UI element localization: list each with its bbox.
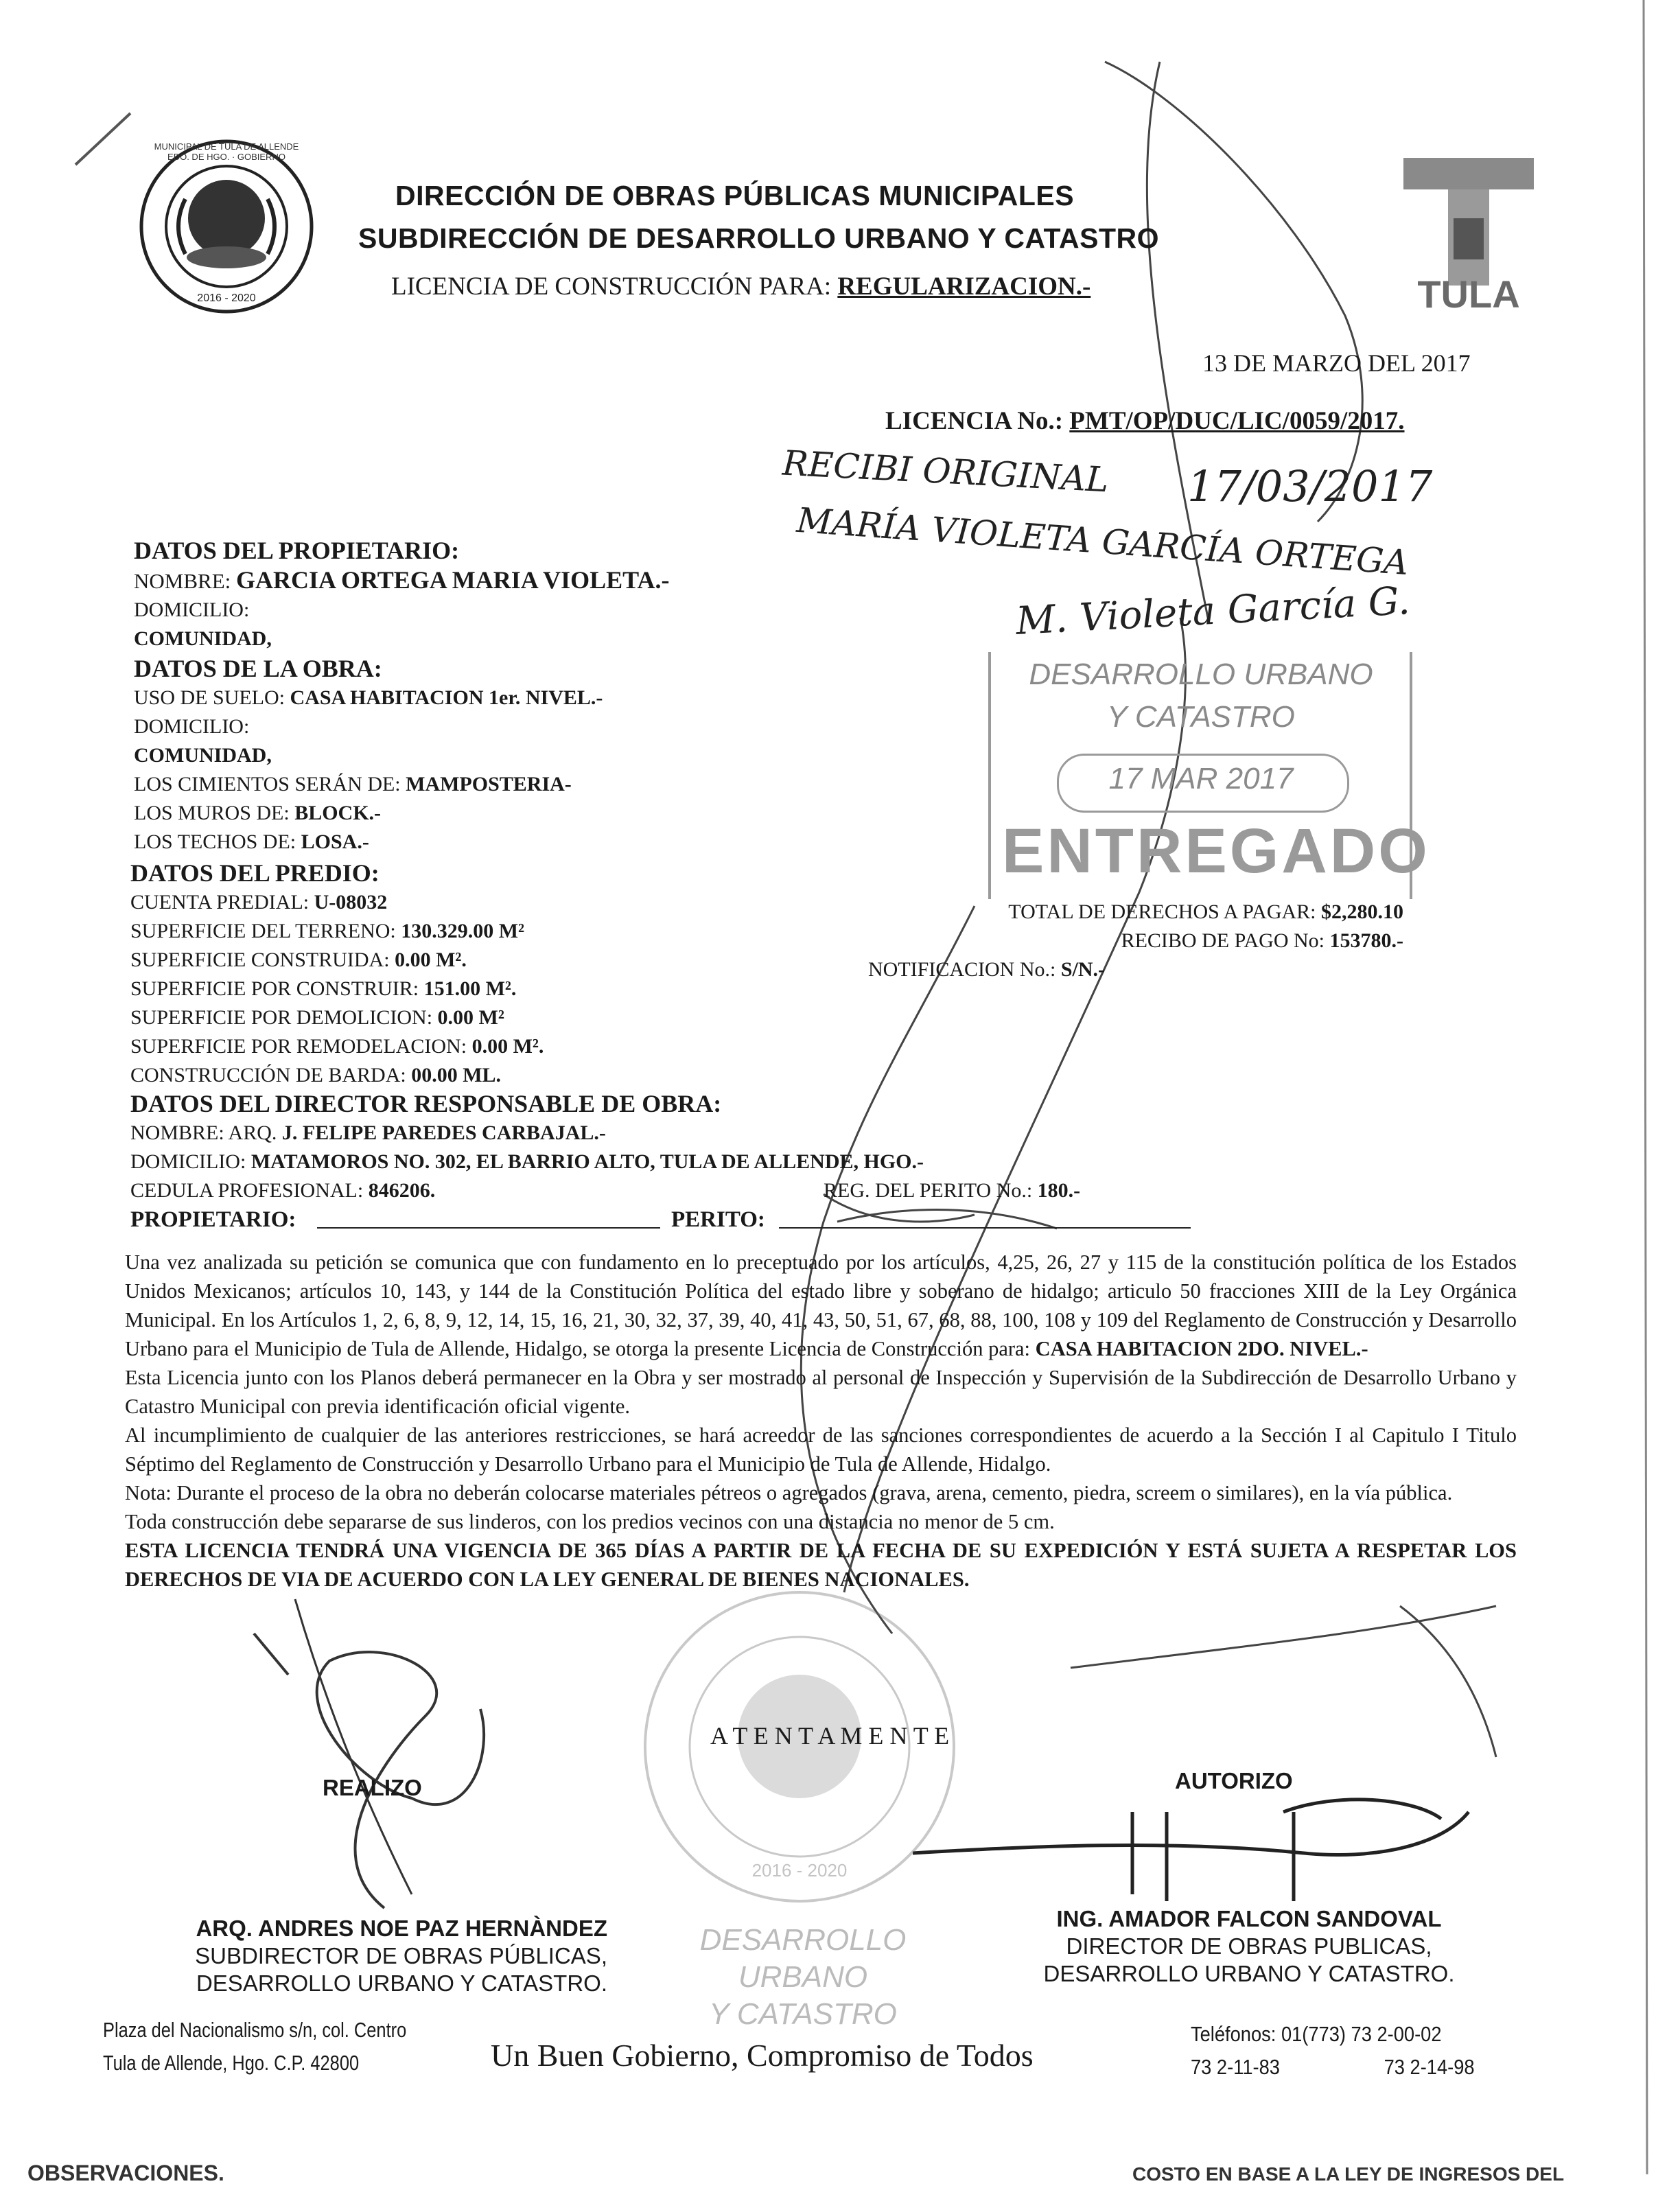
property-row-value: 0.00 M². [395, 949, 467, 971]
property-row-label: CONSTRUCCIÓN DE BARDA: [130, 1064, 412, 1086]
handwritten-signature: M. Violeta García G. [1014, 579, 1411, 644]
expert-reg-value: 180.- [1037, 1179, 1081, 1202]
handwritten-received: RECIBI ORIGINAL [781, 443, 1110, 500]
expert-signature-label: PERITO: [671, 1207, 765, 1232]
property-heading: DATOS DEL PREDIO: [130, 859, 380, 887]
right-signatory [1002, 1905, 1496, 1988]
body-text [125, 1248, 1517, 1594]
property-row [130, 1003, 544, 1032]
sanctions-paragraph: Al incumplimiento de cualquier de las anteriores restricciones, se hará acreedor de las sanciones correspondientes de acuerdo a la Sección I al Capitulo I Titulo Séptimo del Reglamento de Construcción y Desarrollo Urbano para el Municipio de Tula de Allende, Hidalgo. [125, 1423, 1517, 1476]
license-type-label: LICENCIA DE CONSTRUCCIÓN PARA: [391, 272, 838, 301]
center-seal-years: 2016 - 2020 [751, 1860, 848, 1881]
left-signatory-name: ARQ. ANDRES NOE PAZ HERNÀNDEZ [196, 1916, 607, 1941]
receipt-label: RECIBO DE PAGO No: [1121, 929, 1330, 952]
walls-label: LOS MUROS DE: [134, 802, 295, 824]
license-number-label: LICENCIA No.: [885, 407, 1070, 435]
owner-signature-label: PROPIETARIO: [130, 1207, 296, 1232]
license-type-value: REGULARIZACION.- [837, 272, 1091, 301]
header-line2: SUBDIRECCIÓN DE DESARROLLO URBANO Y CATASTRO [358, 222, 1160, 254]
total-fees-label: TOTAL DE DERECHOS A PAGAR: [1008, 900, 1321, 923]
footer-address-line1: Plaza del Nacionalismo s/n, col. Centro [103, 2018, 407, 2042]
director-address-label: DOMICILIO: [130, 1150, 251, 1173]
property-row-value: 00.00 ML. [411, 1064, 502, 1086]
owner-heading: DATOS DEL PROPIETARIO: [134, 537, 460, 564]
director-address-row [130, 1148, 1228, 1176]
owner-name-value: GARCIA ORTEGA MARIA VIOLETA.- [236, 566, 670, 594]
property-row-label: SUPERFICIE DEL TERRENO: [130, 920, 401, 942]
land-use-label: USO DE SUELO: [134, 686, 290, 709]
land-use-row [134, 684, 603, 712]
foundations-row [134, 770, 603, 799]
professional-id-value: 846206. [368, 1179, 436, 1202]
header-line1: DIRECCIÓN DE OBRAS PÚBLICAS MUNICIPALES [395, 180, 1075, 211]
roofs-value: LOSA.- [301, 830, 369, 853]
notification-row [868, 955, 1403, 984]
foundations-value: MAMPOSTERIA- [406, 773, 572, 795]
walls-value: BLOCK.- [294, 802, 382, 824]
center-stamp-line2: Y CATASTRO [709, 1997, 897, 2031]
roofs-row [134, 828, 603, 857]
foundations-label: LOS CIMIENTOS SERÁN DE: [134, 773, 406, 795]
roofs-label: LOS TECHOS DE: [134, 830, 301, 853]
property-row-label: SUPERFICIE CONSTRUIDA: [130, 949, 395, 971]
municipal-seal [137, 137, 316, 316]
footer-phone-b: 73 2-14-98 [1384, 2055, 1475, 2079]
legal-basis-text: Una vez analizada su petición se comunica que con fundamento en lo preceptuado por los artículos, 4,25, 26, 27 y 115 de la constitución política de los Estados Unidos Mexicanos; artículos 10, 143, y 144 de la Constitución Política del estado libre y soberano de hidalgo; articulo 50 fracciones XIII de la Ley Orgánica Municipal. En los Artículos 1, 2, 6, 8, 9, 12, 14, 15, 16, 21, 30, 32, 37, 39, 40, 41, 43, 50, 51, 67, 68, 88, 100, 108 y 109 del Reglamento de Construcción y Desarrollo Urbano para el Municipio de Tula de Allende, Hidalgo, se otorga la presente Licencia de Construcción para: [125, 1251, 1517, 1360]
cut-observaciones: OBSERVACIONES. [27, 2161, 224, 2185]
right-signatory-name: ING. AMADOR FALCON SANDOVAL [1056, 1906, 1442, 1931]
property-row-label: SUPERFICIE POR DEMOLICION: [130, 1006, 438, 1029]
footer-phones-line1: Teléfonos: 01(773) 73 2-00-02 [1191, 2022, 1442, 2046]
tula-logo-text: TULA [1417, 272, 1520, 316]
professional-id-label: CEDULA PROFESIONAL: [130, 1179, 369, 1202]
right-signatory-title2: DESARROLLO URBANO Y CATASTRO. [1043, 1961, 1455, 1986]
left-signatory [154, 1915, 607, 1997]
property-row [130, 1061, 544, 1090]
left-signatory-title1: SUBDIRECTOR DE OBRAS PÚBLICAS, [195, 1943, 607, 1968]
validity-paragraph: ESTA LICENCIA TENDRÁ UNA VIGENCIA DE 365 DÍAS A PARTIR DE LA FECHA DE SU EXPEDICIÓN Y ESTÁ SUJETA A RESPETAR LOS DERECHOS DE VIA DE ACUERDO CON LA LEY GENERAL DE BIENES NACIONALES. [125, 1539, 1517, 1591]
center-stamp-line1: DESARROLLO URBANO [699, 1923, 907, 1994]
legal-basis-paragraph [125, 1248, 1517, 1363]
property-section [130, 858, 544, 1090]
tula-logo [1400, 150, 1537, 328]
seal-years: 2016 - 2020 [197, 292, 256, 304]
expert-reg-row [824, 1176, 1080, 1205]
director-name-row [130, 1119, 1228, 1148]
seal-emblem-icon [137, 137, 316, 316]
cut-costo: COSTO EN BASE A LA LEY DE INGRESOS DEL [1132, 2163, 1565, 2185]
property-row-label: SUPERFICIE POR REMODELACION: [130, 1035, 472, 1058]
stamp-word: ENTREGADO [1002, 816, 1430, 886]
right-signatory-title1: DIRECTOR DE OBRAS PUBLICAS, [1066, 1933, 1432, 1959]
walls-row [134, 799, 603, 828]
work-heading: DATOS DE LA OBRA: [134, 655, 382, 682]
left-signatory-title2: DESARROLLO URBANO Y CATASTRO. [196, 1970, 607, 1996]
director-name-value: J. FELIPE PAREDES CARBAJAL.- [281, 1121, 606, 1144]
property-row [130, 888, 544, 917]
footer-address-line2: Tula de Allende, Hgo. C.P. 42800 [103, 2051, 360, 2075]
director-section [130, 1089, 1228, 1234]
expert-reg-label: REG. DEL PERITO No.: [824, 1179, 1038, 1202]
property-row [130, 917, 544, 946]
receipt-row [868, 927, 1403, 955]
owner-signature-line [317, 1227, 660, 1229]
owner-name-label: NOMBRE: [134, 569, 236, 593]
realizo-label: REALIZO [323, 1775, 422, 1800]
owner-section [134, 535, 670, 653]
director-heading: DATOS DEL DIRECTOR RESPONSABLE DE OBRA: [130, 1090, 722, 1117]
fees-block [868, 898, 1403, 984]
license-number-value: PMT/OP/DUC/LIC/0059/2017. [1069, 407, 1405, 435]
property-row [130, 975, 544, 1003]
notification-value: S/N.- [1060, 958, 1106, 981]
director-name-label: NOMBRE: ARQ. [130, 1121, 282, 1144]
receipt-value: 153780.- [1329, 929, 1403, 952]
property-row [130, 1032, 544, 1061]
property-row-label: CUENTA PREDIAL: [130, 891, 314, 914]
property-row-value: 151.00 M². [423, 977, 517, 1000]
issue-date: 13 DE MARZO DEL 2017 [1202, 349, 1471, 377]
property-row [130, 946, 544, 975]
autorizo-label: AUTORIZO [1175, 1768, 1293, 1793]
work-address-label: DOMICILIO: [134, 715, 250, 738]
expert-signature-line [779, 1227, 1191, 1229]
footer-slogan: Un Buen Gobierno, Compromiso de Todos [491, 2038, 1034, 2073]
stamp-date: 17 MAR 2017 [1108, 762, 1294, 795]
footer-phone-a: 73 2-11-83 [1191, 2055, 1280, 2079]
notification-label: NOTIFICACION No.: [868, 958, 1061, 981]
property-row-value: 0.00 M². [471, 1035, 544, 1058]
tula-emblem-icon [1400, 150, 1537, 287]
director-license-row [130, 1176, 1228, 1205]
work-section [134, 653, 603, 857]
owner-address-label: DOMICILIO: [134, 598, 250, 621]
property-row-label: SUPERFICIE POR CONSTRUIR: [130, 977, 424, 1000]
property-row-value: 0.00 M² [437, 1006, 504, 1029]
footer-address [103, 2014, 406, 2080]
handwritten-name: MARÍA VIOLETA GARCÍA ORTEGA [795, 500, 1410, 583]
entregado-stamp [988, 652, 1430, 906]
total-fees-value: $2,280.10 [1321, 900, 1403, 923]
property-row-value: U-08032 [314, 891, 388, 914]
seal-ring-text: MUNICIPAL DE TULA DE ALLENDE EDO. DE HGO. · GOBIERNO [154, 141, 299, 162]
owner-address-value: COMUNIDAD, [134, 627, 272, 650]
setback-paragraph: Toda construcción debe separarse de sus linderos, con los predios vecinos con una distancia no menor de 5 cm. [125, 1510, 1055, 1533]
handwritten-date: 17/03/2017 [1187, 461, 1433, 511]
signature-lines-row [130, 1205, 1228, 1234]
center-stamp [631, 1922, 975, 2033]
header-line3 [391, 272, 1090, 301]
plans-paragraph: Esta Licencia junto con los Planos deberá permanecer en la Obra y ser mostrado al personal de Inspección y Supervisión de la Subdirección de Desarrollo Urbano y Catastro Municipal con previa identificación oficial vigente. [125, 1366, 1517, 1418]
property-row-value: 130.329.00 M² [401, 920, 525, 942]
license-number [885, 406, 1405, 436]
land-use-value: CASA HABITACION 1er. NIVEL.- [290, 686, 603, 709]
stamp-line2: Y CATASTRO [1107, 700, 1295, 734]
license-purpose: CASA HABITACION 2DO. NIVEL.- [1035, 1337, 1368, 1360]
stamp-line1: DESARROLLO URBANO [1029, 658, 1373, 691]
owner-name-row [134, 566, 670, 596]
work-address-value: COMUNIDAD, [134, 744, 272, 767]
note-paragraph: Nota: Durante el proceso de la obra no deberán colocarse materiales pétreos o agregados (grava, arena, cemento, piedra, screem o similares), en la vía pública. [125, 1481, 1453, 1504]
footer-phones-line2 [1191, 2051, 1493, 2084]
director-address-value: MATAMOROS NO. 302, EL BARRIO ALTO, TULA DE ALLENDE, HGO.- [250, 1150, 924, 1173]
atentamente: A T E N T A M E N T E [710, 1722, 950, 1749]
total-fees-row [868, 898, 1403, 927]
footer-phones [1191, 2018, 1493, 2084]
